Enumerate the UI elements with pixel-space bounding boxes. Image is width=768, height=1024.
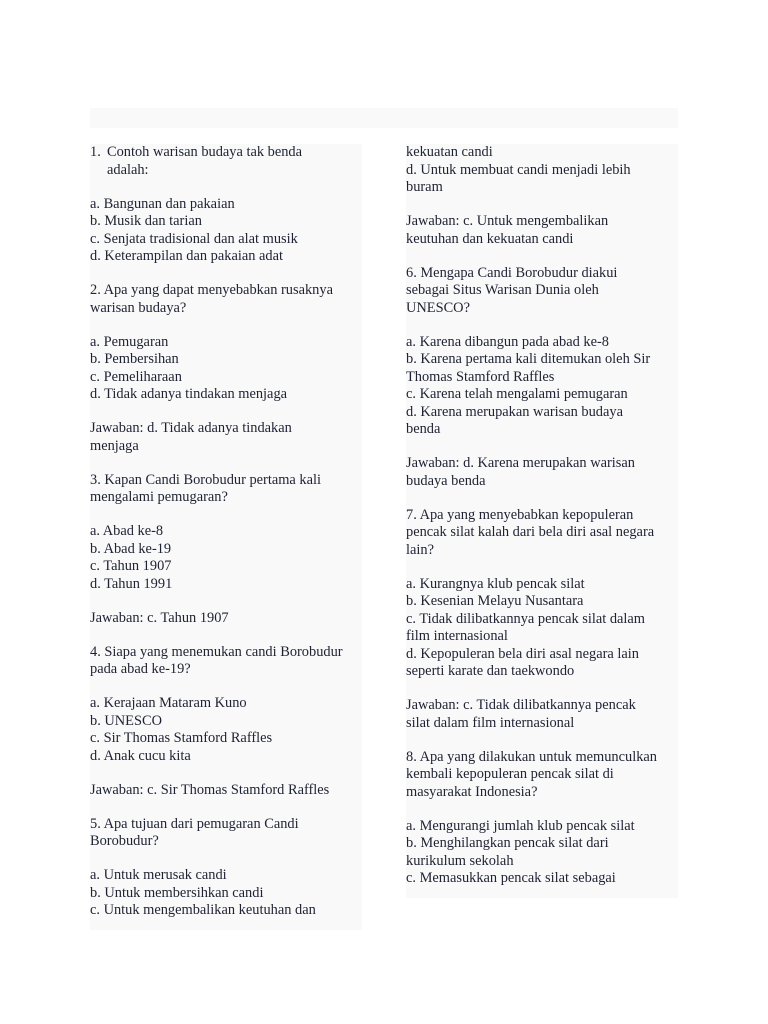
option: c. Memasukkan pencak silat sebagai xyxy=(406,870,616,886)
answer-2 xyxy=(90,420,362,455)
option: seperti karate dan taekwondo xyxy=(406,663,575,679)
answer-text: menjaga xyxy=(90,437,139,454)
options-8 xyxy=(406,818,678,888)
answer-text: budaya benda xyxy=(406,472,486,489)
question-5-continued xyxy=(406,144,678,197)
options-6 xyxy=(406,334,678,439)
question-text: pada abad ke-19? xyxy=(90,661,191,677)
question-text: 5. Apa tujuan dari pemugaran Candi xyxy=(90,815,299,832)
options-7 xyxy=(406,576,678,681)
option: kurikulum sekolah xyxy=(406,852,514,869)
question-text: 3. Kapan Candi Borobudur pertama kali xyxy=(90,471,321,488)
answer-text: Jawaban: d. Karena merupakan warisan xyxy=(406,455,635,471)
question-4 xyxy=(90,644,362,679)
option: d. Tahun 1991 xyxy=(90,575,173,592)
option: d. Karena merupakan warisan budaya xyxy=(406,403,623,420)
question-6 xyxy=(406,265,678,318)
page-header-band xyxy=(90,108,678,128)
option: a. Kerajaan Mataram Kuno xyxy=(90,695,247,711)
question-3 xyxy=(90,472,362,507)
question-text: UNESCO? xyxy=(406,299,470,316)
option: kekuatan candi xyxy=(406,144,493,160)
option: b. Kesenian Melayu Nusantara xyxy=(406,593,584,609)
option: c. Pemeliharaan xyxy=(90,368,182,385)
options-3 xyxy=(90,523,362,593)
option: a. Bangunan dan pakaian xyxy=(90,195,235,212)
option: benda xyxy=(406,421,441,437)
question-text: masyarakat Indonesia? xyxy=(406,783,538,800)
question-8 xyxy=(406,749,678,802)
question-text: pencak silat kalah dari bela diri asal negara xyxy=(406,524,655,540)
option: c. Tahun 1907 xyxy=(90,558,172,574)
options-4 xyxy=(90,695,362,765)
question-text: sebagai Situs Warisan Dunia oleh xyxy=(406,282,599,298)
question-5 xyxy=(90,816,362,851)
answer-3 xyxy=(90,610,362,628)
option: Thomas Stamford Raffles xyxy=(406,368,555,385)
answer-4 xyxy=(90,782,362,800)
answer-text: Jawaban: c. Untuk mengembalikan xyxy=(406,213,609,229)
options-5 xyxy=(90,867,362,920)
option: film internasional xyxy=(406,628,508,644)
option: c. Sir Thomas Stamford Raffles xyxy=(90,730,273,746)
option: c. Senjata tradisional dan alat musik xyxy=(90,230,298,247)
option: b. UNESCO xyxy=(90,712,162,729)
answer-text: Jawaban: c. Sir Thomas Stamford Raffles xyxy=(90,781,330,798)
question-text: adalah: xyxy=(107,161,149,178)
option: b. Untuk membersihkan candi xyxy=(90,884,264,901)
option: d. Kepopuleran bela diri asal negara lain xyxy=(406,645,639,662)
question-text: Contoh warisan budaya tak benda xyxy=(107,144,303,160)
question-text: 8. Apa yang dilakukan untuk memunculkan xyxy=(406,748,657,765)
option: b. Menghilangkan pencak silat dari xyxy=(406,835,609,851)
question-text: kembali kepopuleran pencak silat di xyxy=(406,766,614,782)
options-2 xyxy=(90,334,362,404)
option: d. Untuk membuat candi menjadi lebih xyxy=(406,161,631,178)
option: d. Keterampilan dan pakaian adat xyxy=(90,248,283,264)
right-column xyxy=(406,144,678,898)
option: b. Abad ke-19 xyxy=(90,540,172,557)
answer-text: Jawaban: c. Tahun 1907 xyxy=(90,609,229,626)
option: a. Abad ke-8 xyxy=(90,523,164,539)
option: d. Tidak adanya tindakan menjaga xyxy=(90,386,288,402)
question-text: lain? xyxy=(406,541,434,558)
question-text: Borobudur? xyxy=(90,833,159,849)
option: a. Pemugaran xyxy=(90,333,169,350)
question-1 xyxy=(90,144,362,179)
answer-7 xyxy=(406,697,678,732)
option: a. Untuk merusak candi xyxy=(90,867,227,883)
question-text: warisan budaya? xyxy=(90,299,187,316)
question-text: 6. Mengapa Candi Borobudur diakui xyxy=(406,264,618,281)
option: c. Tidak dilibatkannya pencak silat dalam xyxy=(406,610,645,627)
option: b. Karena pertama kali ditemukan oleh Sir xyxy=(406,351,651,367)
question-7 xyxy=(406,507,678,560)
option: c. Karena telah mengalami pemugaran xyxy=(406,386,628,402)
question-text: 2. Apa yang dapat menyebabkan rusaknya xyxy=(90,282,333,298)
answer-5 xyxy=(406,213,678,248)
option: c. Untuk mengembalikan keutuhan dan xyxy=(90,902,316,918)
answer-text: Jawaban: c. Tidak dilibatkannya pencak xyxy=(406,697,636,713)
left-column xyxy=(90,144,362,930)
option: b. Musik dan tarian xyxy=(90,213,202,229)
answer-6 xyxy=(406,455,678,490)
question-2 xyxy=(90,282,362,317)
option: a. Karena dibangun pada abad ke-8 xyxy=(406,333,609,350)
option: a. Mengurangi jumlah klub pencak silat xyxy=(406,817,635,834)
answer-text: silat dalam film internasional xyxy=(406,714,575,731)
option: buram xyxy=(406,179,443,195)
answer-text: keutuhan dan kekuatan candi xyxy=(406,230,574,247)
option: b. Pembersihan xyxy=(90,351,179,367)
option: d. Anak cucu kita xyxy=(90,747,191,764)
option: a. Kurangnya klub pencak silat xyxy=(406,575,585,592)
options-1 xyxy=(90,196,362,266)
question-number: 1. xyxy=(90,144,101,160)
question-text: mengalami pemugaran? xyxy=(90,489,228,505)
answer-text: Jawaban: d. Tidak adanya tindakan xyxy=(90,420,292,436)
question-text: 7. Apa yang menyebabkan kepopuleran xyxy=(406,506,634,523)
question-text: 4. Siapa yang menemukan candi Borobudur xyxy=(90,643,343,660)
